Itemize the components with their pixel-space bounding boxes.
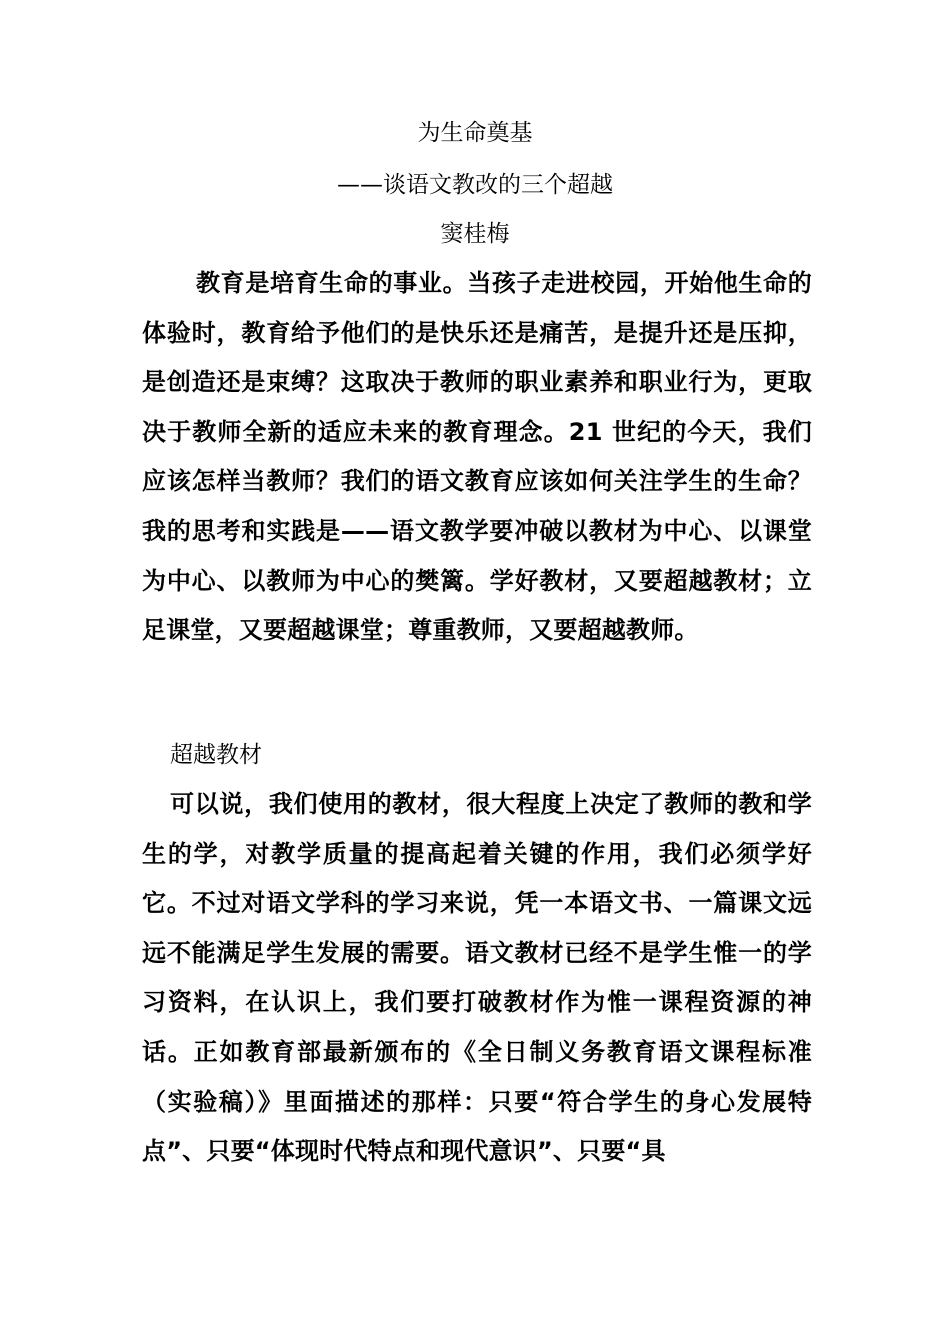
intro-paragraph: 教育是培育生命的事业。当孩子走进校园，开始他生命的体验时，教育给予他们的是快乐还是痛苦，是提升还是压抑，是创造还是束缚？这取决于教师的职业素养和职业行为，更取决于教师全新的适应未来的教育理念。21 世纪的今天，我们应该怎样当教师？我们的语文教育应该如何关注学生的生命？我的思考和实践是——语文教学要冲破以教材为中心、以课堂为中心、以教师为中心的樊篱。学好教材，又要超越教材；立足课堂，又要超越课堂；尊重教师，又要超越教师。 xyxy=(142,269,812,645)
document-title: 为生命奠基 xyxy=(417,120,533,146)
section-paragraph: 可以说，我们使用的教材，很大程度上决定了教师的教和学生的学，对教学质量的提高起着关键的作用，我们必须学好它。不过对语文学科的学习来说，凭一本语文书、一篇课文远远不能满足学生发展的需要。语文教材已经不是学生惟一的学习资料，在认识上，我们要打破教材作为惟一课程资源的神话。正如教育部最新颁布的《全日制义务教育语文课程标准（实验稿）》里面描述的那样：只要“符合学生的身心发展特点”、只要“体现时代特点和现代意识”、只要“具 xyxy=(142,790,812,1166)
document-author: 窦桂梅 xyxy=(440,221,510,247)
section-heading: 超越教材 xyxy=(170,742,262,768)
document-subtitle: ——谈语文教改的三个超越 xyxy=(337,172,613,198)
